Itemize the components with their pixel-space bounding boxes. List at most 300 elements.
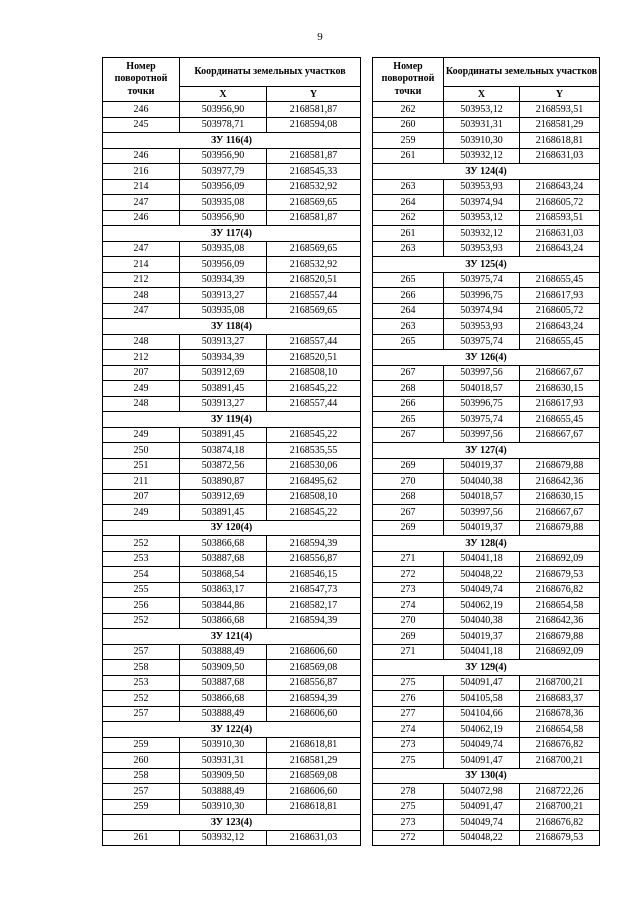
- point-number-cell: 252: [103, 691, 180, 707]
- x-coordinate-cell: 503913,27: [180, 396, 267, 412]
- y-coordinate-cell: 2168631,03: [520, 226, 600, 242]
- x-coordinate-cell: 504104,66: [444, 706, 520, 722]
- point-number-cell: 255: [103, 582, 180, 598]
- y-coordinate-cell: 2168700,21: [520, 675, 600, 691]
- y-coordinate-cell: 2168643,24: [520, 319, 600, 335]
- x-coordinate-cell: 503910,30: [180, 737, 267, 753]
- x-coordinate-cell: 504105,58: [444, 691, 520, 707]
- x-coordinate-cell: 503996,75: [444, 288, 520, 304]
- point-number-cell: 275: [373, 753, 444, 769]
- y-coordinate-cell: 2168631,03: [267, 830, 361, 846]
- y-coordinate-cell: 2168676,82: [520, 737, 600, 753]
- y-coordinate-cell: 2168593,51: [520, 210, 600, 226]
- x-coordinate-cell: 503977,79: [180, 164, 267, 180]
- y-coordinate-cell: 2168667,67: [520, 365, 600, 381]
- x-coordinate-cell: 503953,93: [444, 241, 520, 257]
- section-label: ЗУ 122(4): [103, 722, 361, 738]
- table-row: [103, 396, 361, 412]
- table-row: [373, 474, 600, 490]
- section-label: ЗУ 119(4): [103, 412, 361, 428]
- point-number-cell: 253: [103, 675, 180, 691]
- table-row: [373, 412, 600, 428]
- x-coordinate-cell: 503932,12: [180, 830, 267, 846]
- y-coordinate-cell: 2168520,51: [267, 272, 361, 288]
- y-coordinate-cell: 2168545,22: [267, 381, 361, 397]
- table-row: [103, 505, 361, 521]
- point-number-cell: 265: [373, 272, 444, 288]
- point-number-cell: 212: [103, 272, 180, 288]
- y-coordinate-cell: 2168581,87: [267, 148, 361, 164]
- y-coordinate-cell: 2168557,44: [267, 288, 361, 304]
- table-row: [373, 102, 600, 118]
- table-row: [103, 551, 361, 567]
- point-number-cell: 257: [103, 706, 180, 722]
- header-point-number: Номер поворотной точки: [373, 58, 444, 102]
- x-coordinate-cell: 503891,45: [180, 505, 267, 521]
- point-number-cell: 214: [103, 179, 180, 195]
- table-row: [373, 226, 600, 242]
- x-coordinate-cell: 504049,74: [444, 582, 520, 598]
- point-number-cell: 261: [103, 830, 180, 846]
- section-label: ЗУ 116(4): [103, 133, 361, 149]
- table-row: [103, 660, 361, 676]
- y-coordinate-cell: 2168547,73: [267, 582, 361, 598]
- point-number-cell: 270: [373, 613, 444, 629]
- y-coordinate-cell: 2168606,60: [267, 706, 361, 722]
- header-x: X: [180, 87, 267, 102]
- table-row: [373, 381, 600, 397]
- point-number-cell: 216: [103, 164, 180, 180]
- table-row: [103, 334, 361, 350]
- y-coordinate-cell: 2168545,33: [267, 164, 361, 180]
- x-coordinate-cell: 504049,74: [444, 737, 520, 753]
- point-number-cell: 273: [373, 582, 444, 598]
- y-coordinate-cell: 2168692,09: [520, 644, 600, 660]
- point-number-cell: 207: [103, 365, 180, 381]
- point-number-cell: 263: [373, 179, 444, 195]
- table-row: [373, 195, 600, 211]
- y-coordinate-cell: 2168581,87: [267, 102, 361, 118]
- x-coordinate-cell: 504072,98: [444, 784, 520, 800]
- x-coordinate-cell: 503953,93: [444, 319, 520, 335]
- y-coordinate-cell: 2168569,08: [267, 660, 361, 676]
- x-coordinate-cell: 503956,09: [180, 179, 267, 195]
- y-coordinate-cell: 2168618,81: [267, 799, 361, 815]
- table-row: [103, 582, 361, 598]
- point-number-cell: 272: [373, 567, 444, 583]
- point-number-cell: 248: [103, 334, 180, 350]
- table-row: [103, 768, 361, 784]
- table-row: [103, 210, 361, 226]
- point-number-cell: 259: [103, 737, 180, 753]
- y-coordinate-cell: 2168532,92: [267, 179, 361, 195]
- point-number-cell: 249: [103, 381, 180, 397]
- table-row: [103, 288, 361, 304]
- y-coordinate-cell: 2168667,67: [520, 427, 600, 443]
- table-row: [373, 722, 600, 738]
- x-coordinate-cell: 504019,37: [444, 520, 520, 536]
- x-coordinate-cell: 503909,50: [180, 660, 267, 676]
- y-coordinate-cell: 2168679,88: [520, 520, 600, 536]
- point-number-cell: 273: [373, 737, 444, 753]
- table-row: [103, 644, 361, 660]
- y-coordinate-cell: 2168722,26: [520, 784, 600, 800]
- section-label: ЗУ 126(4): [373, 350, 600, 366]
- point-number-cell: 276: [373, 691, 444, 707]
- section-row: [373, 443, 600, 459]
- page-number: 9: [317, 31, 323, 43]
- table-row: [373, 148, 600, 164]
- x-coordinate-cell: 503932,12: [444, 148, 520, 164]
- y-coordinate-cell: 2168606,60: [267, 644, 361, 660]
- table-row: [103, 489, 361, 505]
- table-row: [103, 365, 361, 381]
- point-number-cell: 260: [373, 117, 444, 133]
- point-number-cell: 249: [103, 505, 180, 521]
- table-row: [103, 241, 361, 257]
- table-row: [103, 675, 361, 691]
- y-coordinate-cell: 2168630,15: [520, 381, 600, 397]
- table-row: [103, 830, 361, 846]
- table-row: [103, 272, 361, 288]
- x-coordinate-cell: 503932,12: [444, 226, 520, 242]
- table-row: [373, 133, 600, 149]
- table-row: [103, 784, 361, 800]
- point-number-cell: 259: [103, 799, 180, 815]
- header-x: X: [444, 87, 520, 102]
- table-row: [373, 458, 600, 474]
- x-coordinate-cell: 503909,50: [180, 768, 267, 784]
- section-row: [373, 536, 600, 552]
- section-label: ЗУ 117(4): [103, 226, 361, 242]
- y-coordinate-cell: 2168569,65: [267, 303, 361, 319]
- x-coordinate-cell: 503866,68: [180, 536, 267, 552]
- x-coordinate-cell: 503956,90: [180, 102, 267, 118]
- y-coordinate-cell: 2168643,24: [520, 241, 600, 257]
- header-coordinates: Координаты земельных участков: [444, 58, 600, 87]
- x-coordinate-cell: 503931,31: [180, 753, 267, 769]
- section-row: [373, 660, 600, 676]
- point-number-cell: 247: [103, 195, 180, 211]
- x-coordinate-cell: 504040,38: [444, 613, 520, 629]
- x-coordinate-cell: 504062,19: [444, 722, 520, 738]
- section-label: ЗУ 118(4): [103, 319, 361, 335]
- y-coordinate-cell: 2168642,36: [520, 474, 600, 490]
- table-row: [373, 505, 600, 521]
- point-number-cell: 274: [373, 722, 444, 738]
- y-coordinate-cell: 2168676,82: [520, 815, 600, 831]
- table-row: [103, 195, 361, 211]
- y-coordinate-cell: 2168606,60: [267, 784, 361, 800]
- x-coordinate-cell: 503891,45: [180, 381, 267, 397]
- x-coordinate-cell: 503975,74: [444, 272, 520, 288]
- point-number-cell: 211: [103, 474, 180, 490]
- point-number-cell: 266: [373, 396, 444, 412]
- point-number-cell: 251: [103, 458, 180, 474]
- y-coordinate-cell: 2168630,15: [520, 489, 600, 505]
- y-coordinate-cell: 2168546,15: [267, 567, 361, 583]
- point-number-cell: 267: [373, 365, 444, 381]
- x-coordinate-cell: 503953,12: [444, 102, 520, 118]
- section-label: ЗУ 121(4): [103, 629, 361, 645]
- table-row: [103, 102, 361, 118]
- y-coordinate-cell: 2168545,22: [267, 427, 361, 443]
- x-coordinate-cell: 504091,47: [444, 753, 520, 769]
- x-coordinate-cell: 503934,39: [180, 350, 267, 366]
- point-number-cell: 269: [373, 458, 444, 474]
- y-coordinate-cell: 2168556,87: [267, 675, 361, 691]
- point-number-cell: 246: [103, 210, 180, 226]
- x-coordinate-cell: 503912,69: [180, 365, 267, 381]
- y-coordinate-cell: 2168679,88: [520, 629, 600, 645]
- point-number-cell: 252: [103, 613, 180, 629]
- x-coordinate-cell: 503956,90: [180, 210, 267, 226]
- section-label: ЗУ 120(4): [103, 520, 361, 536]
- table-row: [373, 598, 600, 614]
- section-row: [103, 319, 361, 335]
- section-row: [103, 722, 361, 738]
- table-row: [373, 117, 600, 133]
- point-number-cell: 259: [373, 133, 444, 149]
- y-coordinate-cell: 2168631,03: [520, 148, 600, 164]
- point-number-cell: 271: [373, 551, 444, 567]
- section-row: [103, 629, 361, 645]
- x-coordinate-cell: 504040,38: [444, 474, 520, 490]
- table-row: [103, 427, 361, 443]
- y-coordinate-cell: 2168679,53: [520, 567, 600, 583]
- point-number-cell: 264: [373, 195, 444, 211]
- x-coordinate-cell: 503935,08: [180, 195, 267, 211]
- y-coordinate-cell: 2168508,10: [267, 365, 361, 381]
- table-row: [373, 303, 600, 319]
- x-coordinate-cell: 504049,74: [444, 815, 520, 831]
- x-coordinate-cell: 504019,37: [444, 458, 520, 474]
- table-row: [103, 179, 361, 195]
- x-coordinate-cell: 503974,94: [444, 303, 520, 319]
- x-coordinate-cell: 503934,39: [180, 272, 267, 288]
- y-coordinate-cell: 2168618,81: [267, 737, 361, 753]
- x-coordinate-cell: 503910,30: [180, 799, 267, 815]
- point-number-cell: 248: [103, 288, 180, 304]
- point-number-cell: 258: [103, 660, 180, 676]
- table-row: [373, 272, 600, 288]
- coordinates-table-left: [102, 57, 361, 846]
- section-label: ЗУ 125(4): [373, 257, 600, 273]
- y-coordinate-cell: 2168594,39: [267, 613, 361, 629]
- x-coordinate-cell: 503866,68: [180, 613, 267, 629]
- x-coordinate-cell: 503868,54: [180, 567, 267, 583]
- section-label: ЗУ 130(4): [373, 768, 600, 784]
- section-label: ЗУ 127(4): [373, 443, 600, 459]
- y-coordinate-cell: 2168556,87: [267, 551, 361, 567]
- table-row: [103, 148, 361, 164]
- table-row: [373, 784, 600, 800]
- x-coordinate-cell: 503975,74: [444, 412, 520, 428]
- x-coordinate-cell: 504018,57: [444, 381, 520, 397]
- table-row: [373, 753, 600, 769]
- section-row: [103, 520, 361, 536]
- point-number-cell: 263: [373, 241, 444, 257]
- x-coordinate-cell: 503891,45: [180, 427, 267, 443]
- y-coordinate-cell: 2168655,45: [520, 412, 600, 428]
- y-coordinate-cell: 2168678,36: [520, 706, 600, 722]
- point-number-cell: 268: [373, 381, 444, 397]
- x-coordinate-cell: 503953,93: [444, 179, 520, 195]
- table-row: [373, 179, 600, 195]
- point-number-cell: 253: [103, 551, 180, 567]
- point-number-cell: 273: [373, 815, 444, 831]
- x-coordinate-cell: 503974,94: [444, 195, 520, 211]
- table-row: [373, 427, 600, 443]
- header-y: Y: [520, 87, 600, 102]
- table-row: [103, 567, 361, 583]
- y-coordinate-cell: 2168700,21: [520, 799, 600, 815]
- point-number-cell: 246: [103, 148, 180, 164]
- section-label: ЗУ 129(4): [373, 660, 600, 676]
- point-number-cell: 250: [103, 443, 180, 459]
- x-coordinate-cell: 503888,49: [180, 644, 267, 660]
- x-coordinate-cell: 504041,18: [444, 551, 520, 567]
- point-number-cell: 207: [103, 489, 180, 505]
- table-row: [373, 815, 600, 831]
- point-number-cell: 268: [373, 489, 444, 505]
- section-label: ЗУ 128(4): [373, 536, 600, 552]
- point-number-cell: 257: [103, 784, 180, 800]
- y-coordinate-cell: 2168643,24: [520, 179, 600, 195]
- x-coordinate-cell: 503910,30: [444, 133, 520, 149]
- x-coordinate-cell: 504062,19: [444, 598, 520, 614]
- table-row: [103, 753, 361, 769]
- x-coordinate-cell: 503978,71: [180, 117, 267, 133]
- x-coordinate-cell: 503975,74: [444, 334, 520, 350]
- point-number-cell: 269: [373, 629, 444, 645]
- point-number-cell: 247: [103, 241, 180, 257]
- y-coordinate-cell: 2168593,51: [520, 102, 600, 118]
- x-coordinate-cell: 503913,27: [180, 334, 267, 350]
- y-coordinate-cell: 2168495,62: [267, 474, 361, 490]
- table-row: [103, 458, 361, 474]
- point-number-cell: 260: [103, 753, 180, 769]
- x-coordinate-cell: 503888,49: [180, 706, 267, 722]
- point-number-cell: 246: [103, 102, 180, 118]
- y-coordinate-cell: 2168594,39: [267, 536, 361, 552]
- point-number-cell: 254: [103, 567, 180, 583]
- y-coordinate-cell: 2168617,93: [520, 396, 600, 412]
- table-row: [373, 737, 600, 753]
- section-label: ЗУ 123(4): [103, 815, 361, 831]
- point-number-cell: 265: [373, 412, 444, 428]
- y-coordinate-cell: 2168508,10: [267, 489, 361, 505]
- table-row: [373, 489, 600, 505]
- x-coordinate-cell: 503913,27: [180, 288, 267, 304]
- x-coordinate-cell: 503997,56: [444, 427, 520, 443]
- point-number-cell: 264: [373, 303, 444, 319]
- point-number-cell: 262: [373, 210, 444, 226]
- y-coordinate-cell: 2168581,87: [267, 210, 361, 226]
- table-row: [103, 598, 361, 614]
- x-coordinate-cell: 503888,49: [180, 784, 267, 800]
- section-row: [103, 815, 361, 831]
- point-number-cell: 269: [373, 520, 444, 536]
- x-coordinate-cell: 503997,56: [444, 365, 520, 381]
- x-coordinate-cell: 504018,57: [444, 489, 520, 505]
- point-number-cell: 256: [103, 598, 180, 614]
- table-row: [373, 706, 600, 722]
- point-number-cell: 265: [373, 334, 444, 350]
- table-row: [373, 396, 600, 412]
- x-coordinate-cell: 503866,68: [180, 691, 267, 707]
- point-number-cell: 261: [373, 148, 444, 164]
- section-row: [373, 768, 600, 784]
- x-coordinate-cell: 503935,08: [180, 303, 267, 319]
- y-coordinate-cell: 2168683,37: [520, 691, 600, 707]
- point-number-cell: 274: [373, 598, 444, 614]
- section-row: [103, 133, 361, 149]
- y-coordinate-cell: 2168654,58: [520, 598, 600, 614]
- point-number-cell: 272: [373, 830, 444, 846]
- x-coordinate-cell: 504048,22: [444, 567, 520, 583]
- y-coordinate-cell: 2168594,08: [267, 117, 361, 133]
- y-coordinate-cell: 2168692,09: [520, 551, 600, 567]
- y-coordinate-cell: 2168535,55: [267, 443, 361, 459]
- table-row: [373, 210, 600, 226]
- section-row: [103, 412, 361, 428]
- y-coordinate-cell: 2168700,21: [520, 753, 600, 769]
- y-coordinate-cell: 2168569,65: [267, 195, 361, 211]
- point-number-cell: 267: [373, 427, 444, 443]
- table-row: [373, 830, 600, 846]
- point-number-cell: 245: [103, 117, 180, 133]
- point-number-cell: 212: [103, 350, 180, 366]
- table-row: [103, 613, 361, 629]
- y-coordinate-cell: 2168557,44: [267, 396, 361, 412]
- point-number-cell: 277: [373, 706, 444, 722]
- y-coordinate-cell: 2168530,06: [267, 458, 361, 474]
- table-row: [103, 350, 361, 366]
- header-point-number: Номер поворотной точки: [103, 58, 180, 102]
- table-row: [373, 691, 600, 707]
- coordinates-table-right: [372, 57, 600, 846]
- table-row: [373, 551, 600, 567]
- point-number-cell: 275: [373, 675, 444, 691]
- y-coordinate-cell: 2168667,67: [520, 505, 600, 521]
- point-number-cell: 247: [103, 303, 180, 319]
- y-coordinate-cell: 2168617,93: [520, 288, 600, 304]
- table-row: [103, 691, 361, 707]
- point-number-cell: 271: [373, 644, 444, 660]
- y-coordinate-cell: 2168654,58: [520, 722, 600, 738]
- x-coordinate-cell: 504048,22: [444, 830, 520, 846]
- y-coordinate-cell: 2168532,92: [267, 257, 361, 273]
- point-number-cell: 263: [373, 319, 444, 335]
- y-coordinate-cell: 2168655,45: [520, 334, 600, 350]
- y-coordinate-cell: 2168679,88: [520, 458, 600, 474]
- x-coordinate-cell: 504019,37: [444, 629, 520, 645]
- table-row: [373, 288, 600, 304]
- table-row: [103, 737, 361, 753]
- x-coordinate-cell: 504091,47: [444, 799, 520, 815]
- x-coordinate-cell: 503874,18: [180, 443, 267, 459]
- table-row: [103, 164, 361, 180]
- point-number-cell: 258: [103, 768, 180, 784]
- x-coordinate-cell: 503996,75: [444, 396, 520, 412]
- y-coordinate-cell: 2168605,72: [520, 303, 600, 319]
- x-coordinate-cell: 503953,12: [444, 210, 520, 226]
- x-coordinate-cell: 503931,31: [444, 117, 520, 133]
- y-coordinate-cell: 2168605,72: [520, 195, 600, 211]
- x-coordinate-cell: 503997,56: [444, 505, 520, 521]
- x-coordinate-cell: 503887,68: [180, 551, 267, 567]
